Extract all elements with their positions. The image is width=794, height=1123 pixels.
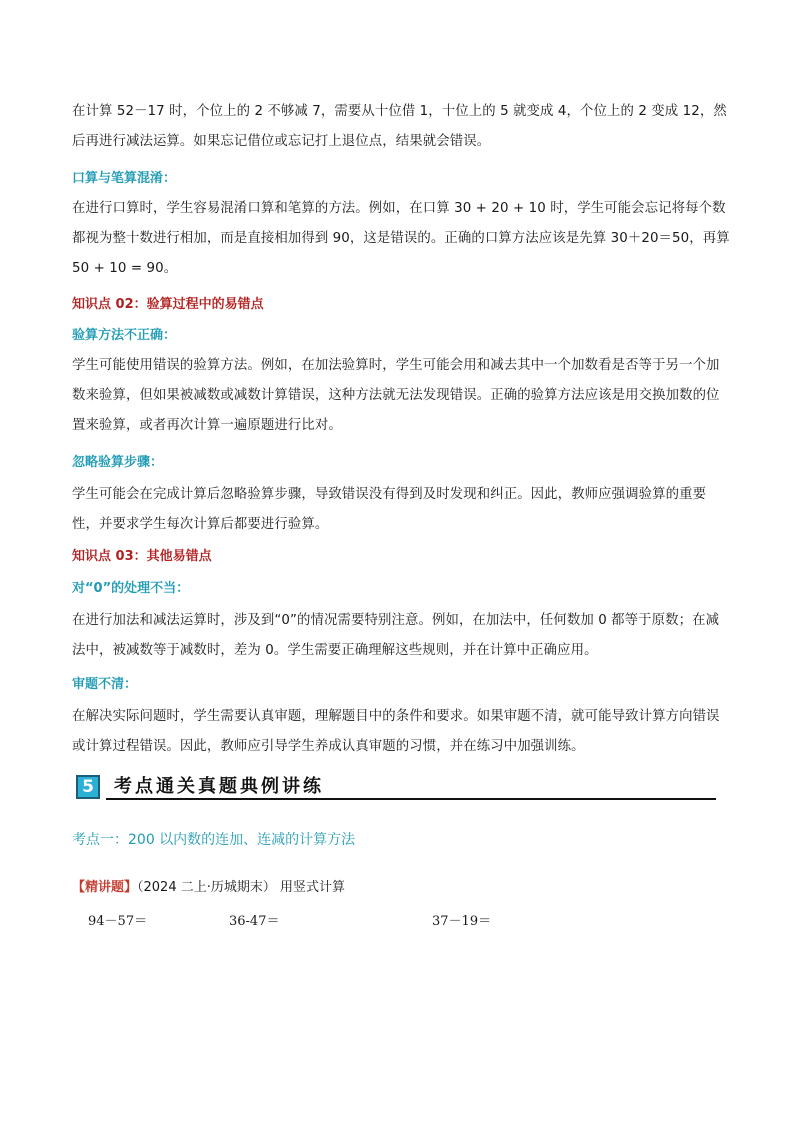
section-title: 考点通关真题典例讲练: [114, 776, 324, 797]
section-underline: [106, 798, 716, 800]
example-tag: 【精讲题】: [72, 880, 138, 895]
section-number-badge: 5: [76, 775, 100, 799]
example-instruction: 用竖式计算: [280, 880, 346, 895]
heading-mental-vs-written: 口算与笔算混淆：: [72, 171, 177, 186]
heading-careless-reading: 审题不清：: [72, 677, 138, 692]
paragraph-careless-reading: 在解决实际问题时，学生需要认真审题，理解题目中的条件和要求。如果审题不清，就可能导致计算方向错误或计算过程错误。因此，教师应引导学生养成认真审题的习惯，并在练习中加强训练。: [72, 709, 720, 754]
calculation-item: 37－19＝: [432, 914, 492, 929]
paragraph-skip-check: 学生可能会在完成计算后忽略验算步骤，导致错误没有得到及时发现和纠正。因此，教师应强调验算的重要性，并要求学生每次计算后都要进行验算。: [72, 487, 707, 532]
heading-wrong-check-method: 验算方法不正确：: [72, 328, 177, 343]
exam-point-title: 考点一：200 以内数的连加、连减的计算方法: [72, 832, 356, 848]
example-source: （2024 二上·历城期末）: [137, 880, 276, 895]
calculation-item: 36-47＝: [229, 914, 280, 929]
paragraph-mental-vs-written: 在进行口算时，学生容易混淆口算和笔算的方法。例如，在口算 30 + 20 + 10 时，学生可能会忘记将每个数都视为整十数进行相加，而是直接相加得到 90，这是错误的。正确的口算方法应该是先算 30＋20＝50，再算 50 + 10 = 90。: [72, 201, 730, 276]
paragraph-zero-handling: 在进行加法和减法运算时，涉及到“0”的情况需要特别注意。例如，在加法中，任何数加 0 都等于原数；在减法中，被减数等于减数时，差为 0。学生需要正确理解这些规则，并在计算中正确应用。: [72, 613, 720, 658]
paragraph-wrong-check-method: 学生可能使用错误的验算方法。例如，在加法验算时，学生可能会用和减去其中一个加数看是否等于另一个加数来验算，但如果被减数或减数计算错误，这种方法就无法发现错误。正确的验算方法应该是用交换加数的位置来验算，或者再次计算一遍原题进行比对。: [72, 358, 720, 433]
example-header: [72, 878, 345, 898]
heading-knowledge-point-03: 知识点 03：其他易错点: [72, 549, 212, 564]
paragraph-borrow: 在计算 52－17 时，个位上的 2 不够减 7，需要从十位借 1，十位上的 5 就变成 4，个位上的 2 变成 12，然后再进行减法运算。如果忘记借位或忘记打上退位点，结果就会错误。: [72, 104, 727, 149]
section-banner: [76, 775, 716, 801]
calculation-item: 94－57＝: [88, 914, 148, 929]
heading-skip-check: 忽略验算步骤：: [72, 455, 164, 470]
heading-zero-handling: 对“0”的处理不当：: [72, 581, 190, 596]
heading-knowledge-point-02: 知识点 02：验算过程中的易错点: [72, 297, 264, 312]
